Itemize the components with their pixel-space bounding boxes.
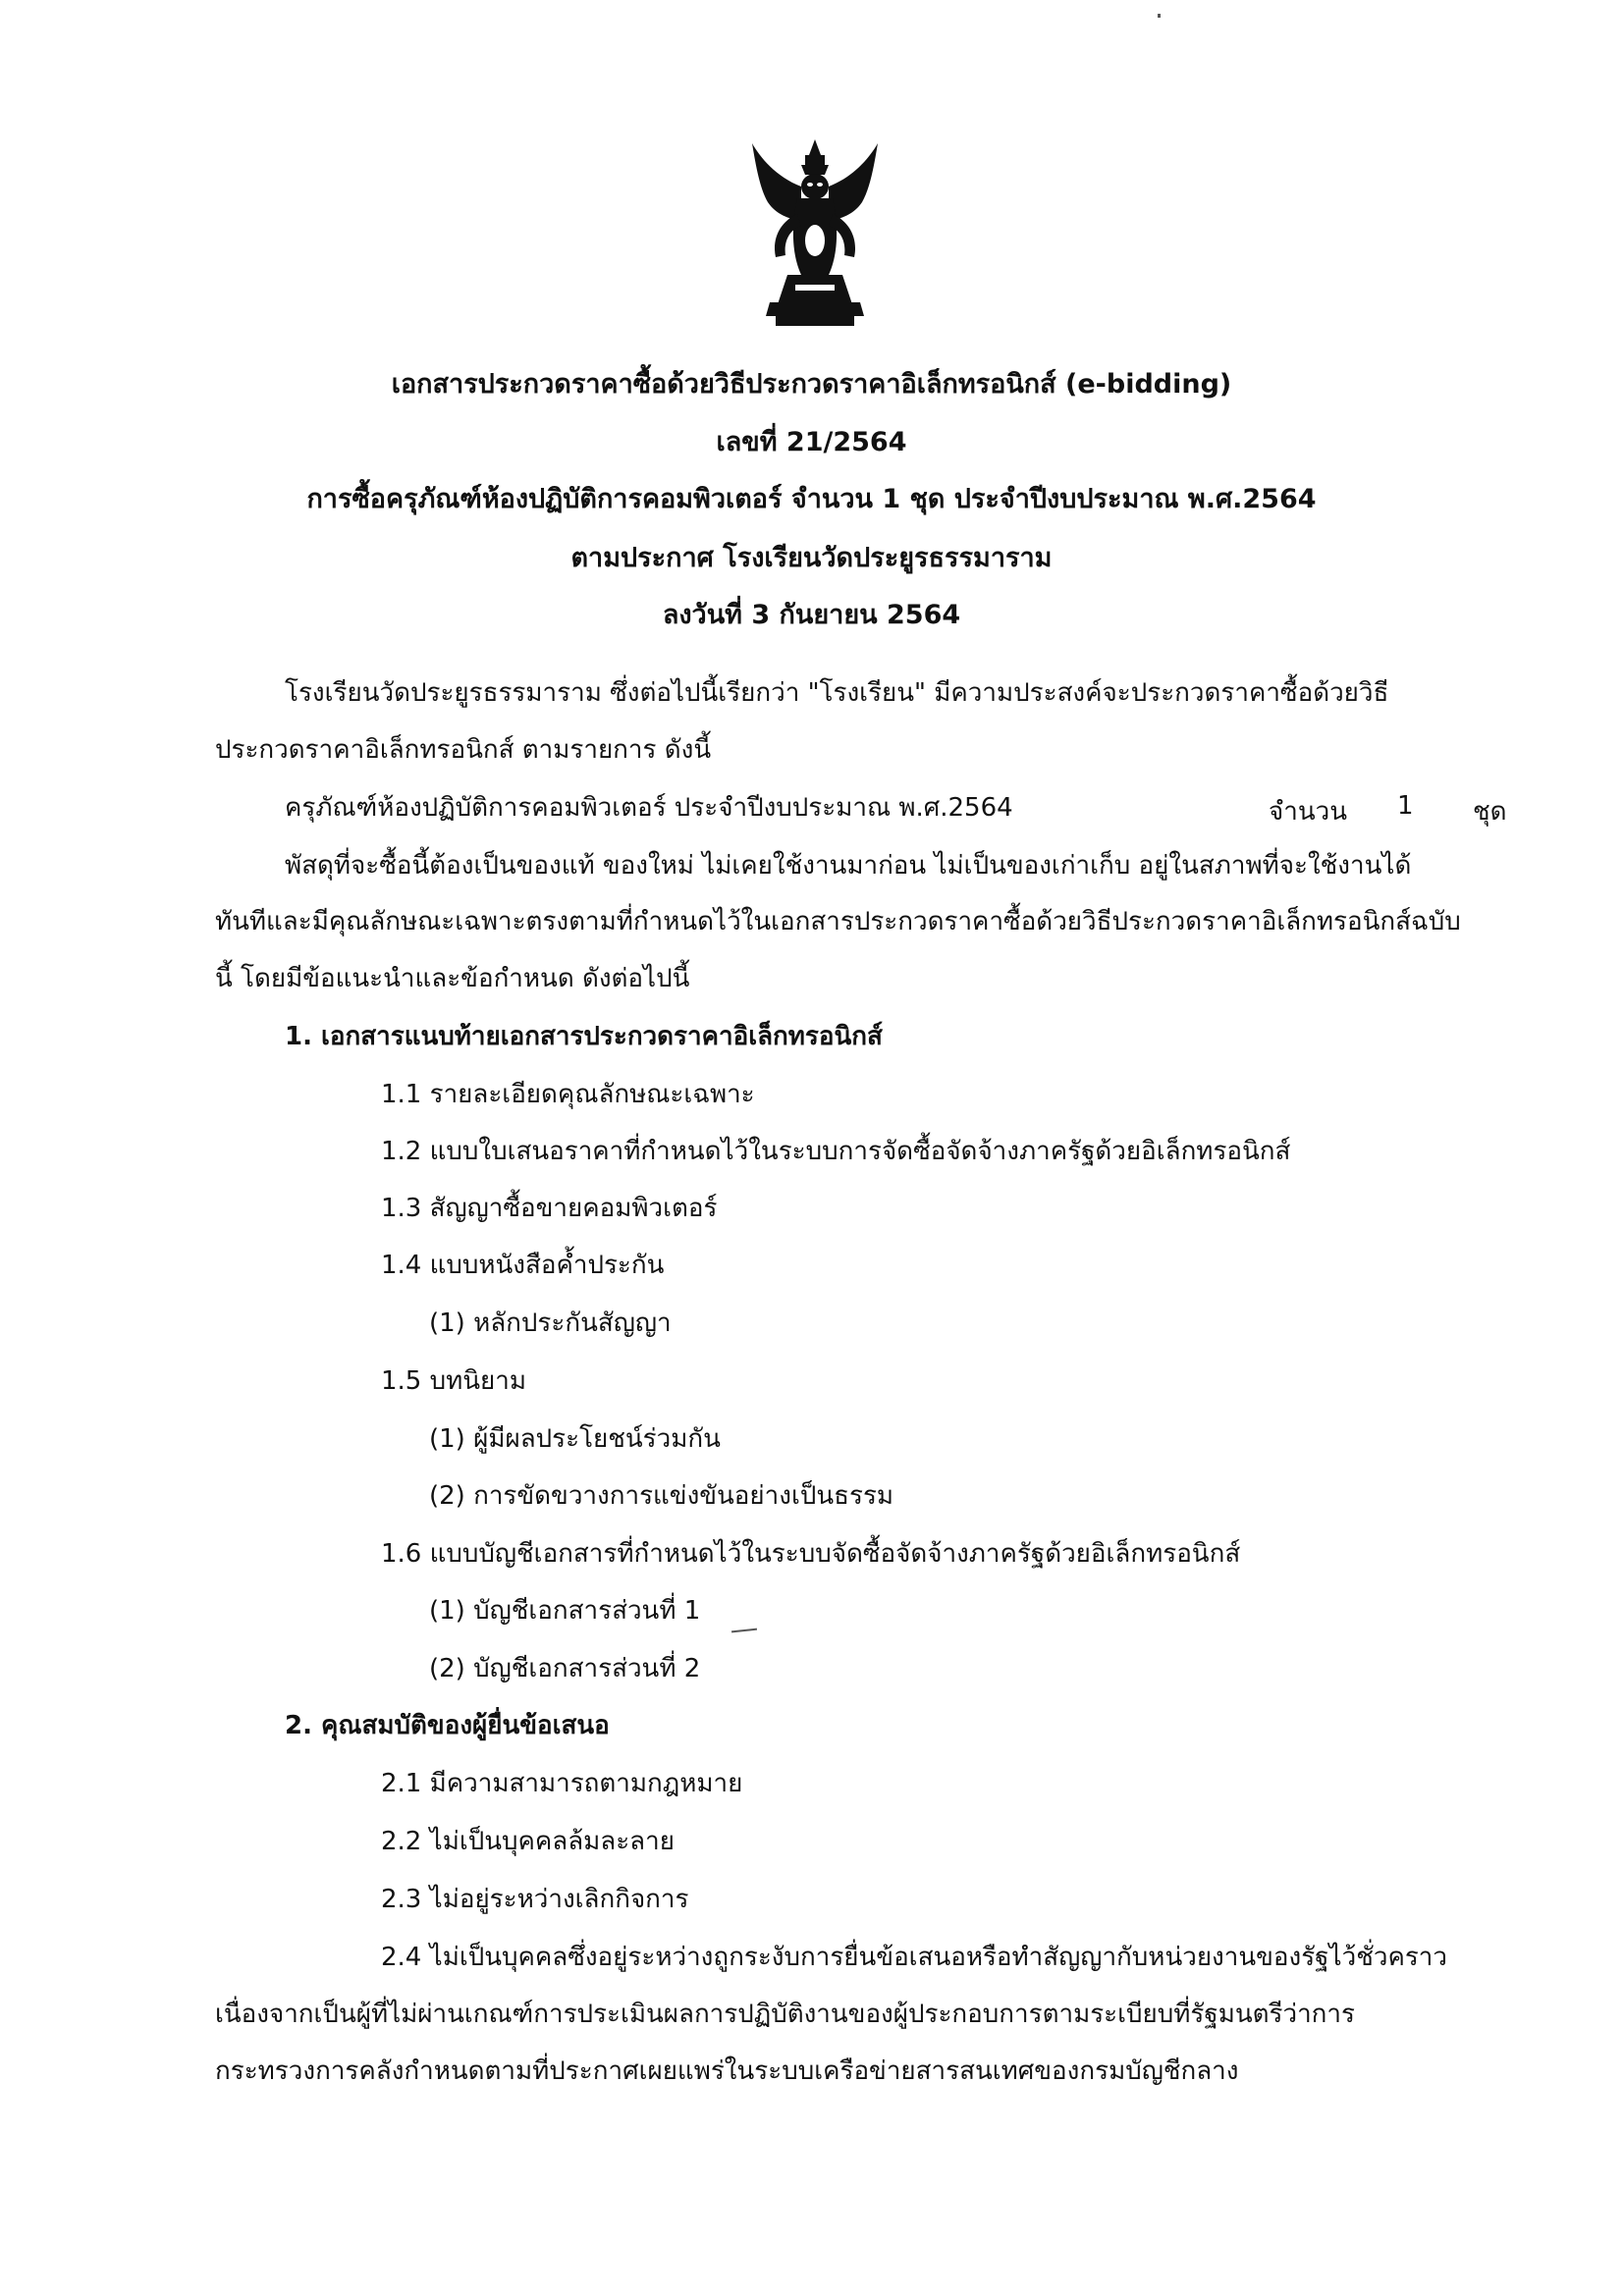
- section-1-item: 1.5 บทนิยาม: [381, 1366, 527, 1396]
- announcer: ตามประกาศ โรงเรียนวัดประยูรธรรมาราม: [570, 543, 1053, 573]
- section-1-item: 1.6 แบบบัญชีเอกสารที่กำหนดไว้ในระบบจัดซื้อจัดจ้างภาครัฐด้วยอิเล็กทรอนิกส์: [381, 1539, 1241, 1569]
- item-name: ครุภัณฑ์ห้องปฏิบัติการคอมพิวเตอร์ ประจำปีงบประมาณ พ.ศ.2564: [285, 793, 1013, 823]
- section-2-item-continued: เนื่องจากเป็นผู้ที่ไม่ผ่านเกณฑ์การประเมินผลการปฏิบัติงานของผู้ประกอบการตามระเบียบที่รัฐมนตรีว่าการ: [215, 2000, 1355, 2029]
- section-1-item: 1.4 แบบหนังสือค้ำประกัน: [381, 1251, 665, 1280]
- condition-line-2: ทันทีและมีคุณลักษณะเฉพาะตรงตามที่กำหนดไว้ในเอกสารประกวดราคาซื้อด้วยวิธีประกวดราคาอิเล็กทรอนิกส์ฉบับ: [215, 907, 1461, 936]
- section-1-item: 1.3 สัญญาซื้อขายคอมพิวเตอร์: [381, 1194, 718, 1223]
- item-qty: 1: [1397, 791, 1414, 821]
- section-1-heading: 1. เอกสารแนบท้ายเอกสารประกวดราคาอิเล็กทรอนิกส์: [285, 1022, 883, 1051]
- section-2-item-continued: กระทรวงการคลังกำหนดตามที่ประกาศเผยแพร่ในระบบเครือข่ายสารสนเทศของกรมบัญชีกลาง: [215, 2056, 1239, 2086]
- item-qty-label: จำนวน: [1269, 797, 1347, 827]
- document-number: เลขที่ 21/2564: [716, 427, 907, 457]
- section-1-item: 1.1 รายละเอียดคุณลักษณะเฉพาะ: [381, 1080, 755, 1109]
- section-2-item: 2.3 ไม่อยู่ระหว่างเลิกกิจการ: [381, 1885, 689, 1914]
- section-1-subitem: (1) บัญชีเอกสารส่วนที่ 1: [429, 1596, 701, 1626]
- condition-line-1: พัสดุที่จะซื้อนี้ต้องเป็นของแท้ ของใหม่ ไม่เคยใช้งานมาก่อน ไม่เป็นของเก่าเก็บ อยู่ในสภาพที่จะใช้งานได้: [285, 851, 1412, 881]
- procurement-subject: การซื้อครุภัณฑ์ห้องปฏิบัติการคอมพิวเตอร์ จำนวน 1 ชุด ประจำปีงบประมาณ พ.ศ.2564: [306, 484, 1317, 514]
- intro-line-1: โรงเรียนวัดประยูรธรรมาราม ซึ่งต่อไปนี้เรียกว่า "โรงเรียน" มีความประสงค์จะประกวดราคาซื้อด้วยวิธี: [285, 678, 1389, 708]
- scan-speck: [1158, 14, 1161, 18]
- section-1-subitem: (2) การขัดขวางการแข่งขันอย่างเป็นธรรม: [429, 1481, 894, 1511]
- garuda-emblem: [746, 137, 884, 334]
- section-2-item: 2.4 ไม่เป็นบุคคลซึ่งอยู่ระหว่างถูกระงับการยื่นข้อเสนอหรือทำสัญญากับหน่วยงานของรัฐไว้ชั่วคราว: [381, 1943, 1447, 1972]
- scan-speck: [731, 1629, 757, 1633]
- section-2-item: 2.1 มีความสามารถตามกฎหมาย: [381, 1769, 743, 1798]
- section-1-subitem: (2) บัญชีเอกสารส่วนที่ 2: [429, 1654, 701, 1683]
- intro-line-2: ประกวดราคาอิเล็กทรอนิกส์ ตามรายการ ดังนี้: [215, 735, 712, 765]
- section-1-subitem: (1) ผู้มีผลประโยชน์ร่วมกัน: [429, 1424, 721, 1454]
- item-unit: ชุด: [1473, 797, 1507, 827]
- section-1-subitem: (1) หลักประกันสัญญา: [429, 1308, 672, 1338]
- section-1-item: 1.2 แบบใบเสนอราคาที่กำหนดไว้ในระบบการจัดซื้อจัดจ้างภาครัฐด้วยอิเล็กทรอนิกส์: [381, 1137, 1291, 1166]
- section-2-item: 2.2 ไม่เป็นบุคคลล้มละลาย: [381, 1827, 675, 1856]
- section-2-heading: 2. คุณสมบัติของผู้ยื่นข้อเสนอ: [285, 1711, 610, 1740]
- condition-line-3: นี้ โดยมีข้อแนะนำและข้อกำหนด ดังต่อไปนี้: [215, 964, 690, 993]
- announcement-date: ลงวันที่ 3 กันยายน 2564: [662, 600, 961, 630]
- document-title: เอกสารประกวดราคาซื้อด้วยวิธีประกวดราคาอิเล็กทรอนิกส์ (e-bidding): [391, 369, 1232, 400]
